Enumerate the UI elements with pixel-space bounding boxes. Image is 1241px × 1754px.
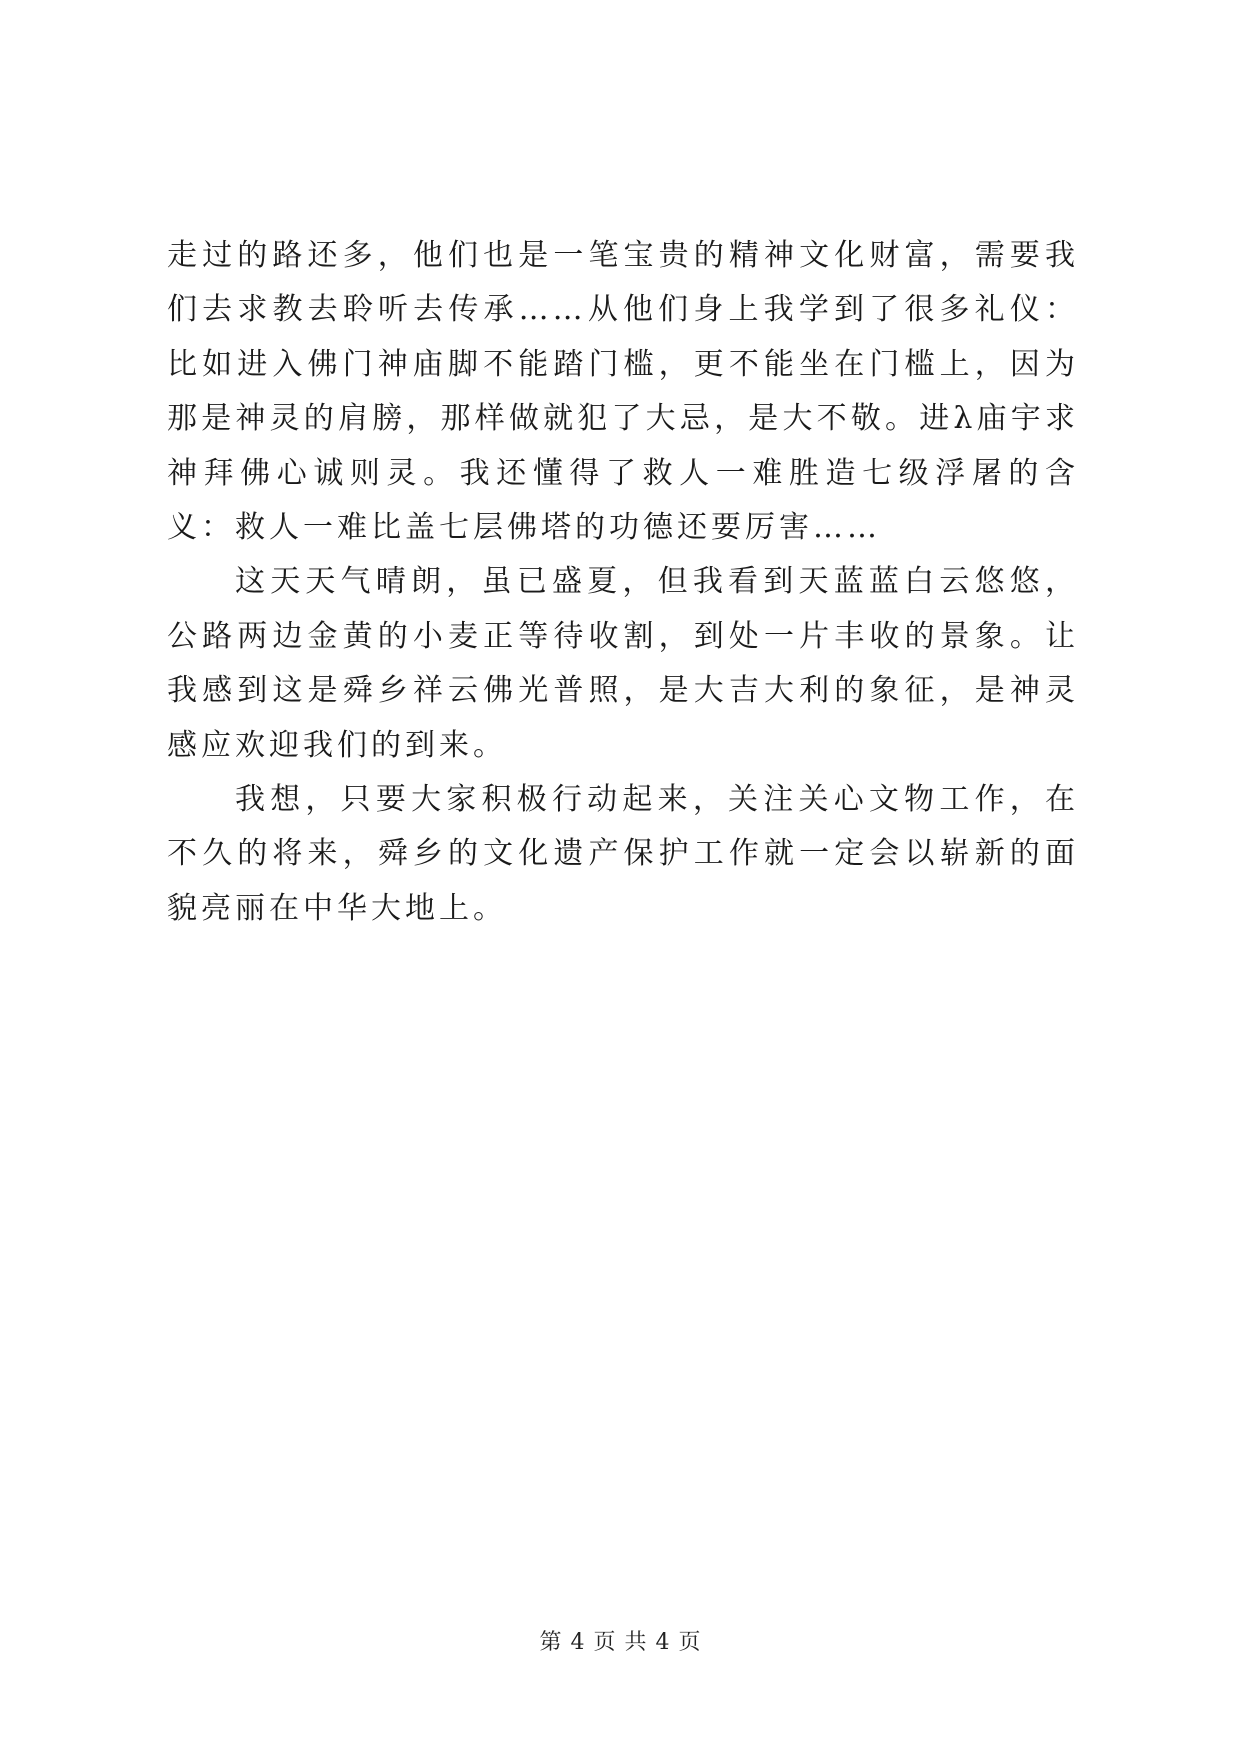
paragraph-conclusion: 我想，只要大家积极行动起来，关注关心文物工作，在不久的将来，舜乡的文化遗产保护工作就一定会以崭新的面貌亮丽在中华大地上。	[167, 782, 1079, 926]
paragraph-weather: 这天天气晴朗，虽已盛夏，但我看到天蓝蓝白云悠悠，公路两边金黄的小麦正等待收割，到处一片丰收的景象。让我感到这是舜乡祥云佛光普照，是大吉大利的象征，是神灵感应欢迎我们的到来。	[167, 564, 1079, 763]
paragraph-continuation: 走过的路还多，他们也是一笔宝贵的精神文化财富，需要我们去求教去聆听去传承……从他们身上我学到了很多礼仪：比如进入佛门神庙脚不能踏门槛，更不能坐在门槛上，因为那是神灵的肩膀，那样做就犯了大忌，是大不敬。进λ庙宇求神拜佛心诚则灵。我还懂得了救人一难胜造七级浮屠的含义：救人一难比盖七层佛塔的功德还要厉害……	[167, 238, 1079, 546]
document-body	[167, 229, 1079, 936]
page-footer: 第 4 页 共 4 页	[539, 1630, 702, 1655]
